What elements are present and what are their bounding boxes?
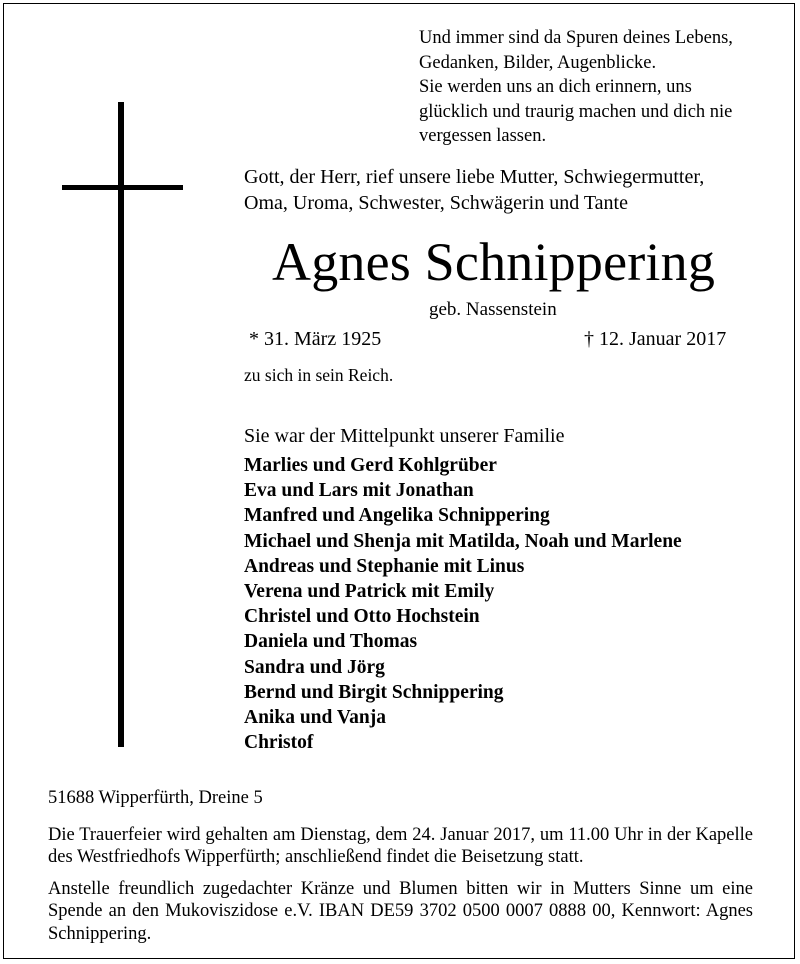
poem-line: Sie werden uns an dich erinnern, uns <box>419 77 692 98</box>
mourner-entry: Eva und Lars mit Jonathan <box>244 480 474 502</box>
poem-line: vergessen lassen. <box>419 126 547 147</box>
mourner-entry: Andreas und Stephanie mit Linus <box>244 555 525 577</box>
mourner-entry: Marlies und Gerd Kohlgrüber <box>244 455 497 476</box>
poem-line: glücklich und traurig machen und dich nie <box>419 101 733 122</box>
intro-text <box>244 164 704 216</box>
reich-line: zu sich in sein Reich. <box>244 365 394 385</box>
mourner-entry: Christof <box>244 732 314 754</box>
mourner-entry: Bernd und Birgit Schnippering <box>244 681 504 703</box>
cross-horizontal-bar <box>62 185 183 190</box>
address: 51688 Wipperfürth, Dreine 5 <box>48 788 263 808</box>
mourner-entry: Sandra und Jörg <box>244 656 385 678</box>
mourner-entry: Anika und Vanja <box>244 707 387 729</box>
poem <box>419 26 733 149</box>
mourner-entry: Verena und Patrick mit Emily <box>244 581 495 603</box>
death-date: † 12. Januar 2017 <box>584 328 727 350</box>
intro-line: Oma, Uroma, Schwester, Schwägerin und Tante <box>244 192 628 214</box>
mourners-list <box>244 453 682 755</box>
poem-line: Und immer sind da Spuren deines Lebens, <box>419 28 733 48</box>
obituary-notice <box>3 3 795 959</box>
maiden-name: geb. Nassenstein <box>429 299 557 320</box>
deceased-name: Agnes Schnippering <box>272 232 716 292</box>
intro-line: Gott, der Herr, rief unsere liebe Mutter, Schwiegermutter, <box>244 166 705 188</box>
service-info: Die Trauerfeier wird gehalten am Dienstag, dem 24. Januar 2017, um 11.00 Uhr in der Kapelle des Westfriedhofs Wipperfürth; anschließend findet die Beisetzung statt. <box>48 825 753 868</box>
birth-date: * 31. März 1925 <box>249 328 382 350</box>
family-center-line: Sie war der Mittelpunkt unserer Familie <box>244 425 565 447</box>
poem-line: Gedanken, Bilder, Augenblicke. <box>419 52 657 73</box>
mourner-entry: Christel und Otto Hochstein <box>244 606 480 628</box>
mourner-entry: Daniela und Thomas <box>244 631 418 653</box>
cross-vertical-bar <box>118 102 124 747</box>
donation-info: Anstelle freundlich zugedachter Kränze und Blumen bitten wir in Mutters Sinne um eine Spende an den Mukoviszidose e.V. IBAN DE59 3702 0500 0007 0888 00, Kennwort: Agnes Schnippering. <box>48 879 753 944</box>
mourner-entry: Michael und Shenja mit Matilda, Noah und Marlene <box>244 530 682 552</box>
mourner-entry: Manfred und Angelika Schnippering <box>244 505 550 527</box>
